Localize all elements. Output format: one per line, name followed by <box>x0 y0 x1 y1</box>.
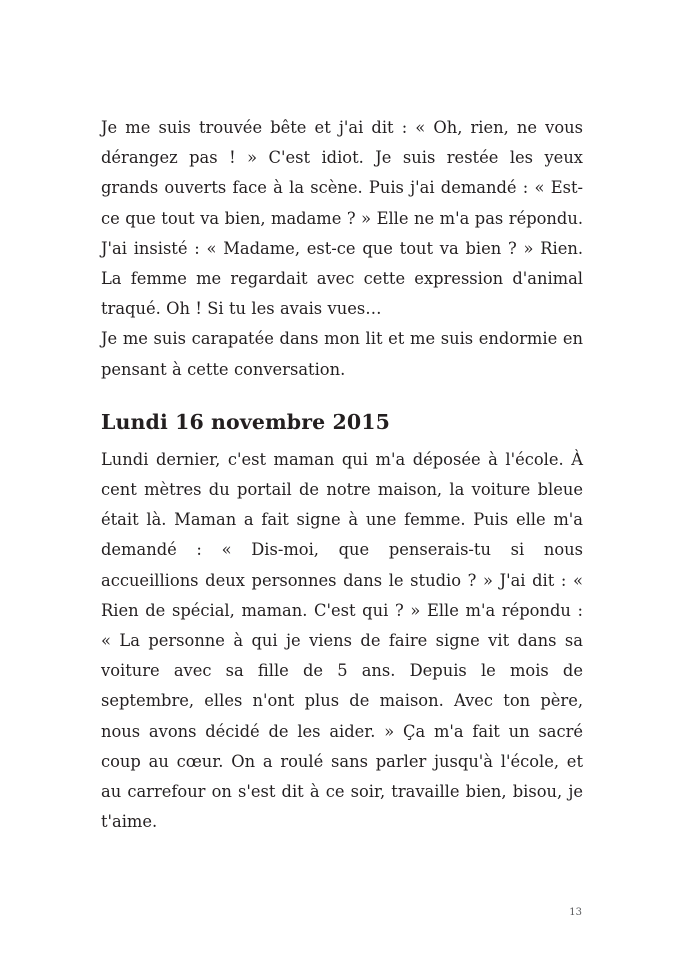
paragraph-2: Je me suis carapatée dans mon lit et me suis endormie en pensant à cette conversation. <box>101 329 583 379</box>
section-heading: Lundi 16 novembre 2015 <box>101 409 390 434</box>
spacer-before-heading <box>101 385 583 410</box>
paragraph-1: Je me suis trouvée bête et j'ai dit : « Oh, rien, ne vous dérangez pas ! » C'est idiot. Je suis restée les yeux grands ouverts face à la scène. Puis j'ai demandé : « Est-ce que tout va bien, madame ? » Elle ne m'a pas répondu. J'ai insisté : « Madame, est-ce que tout va bien ? » Rien. La femme me regardait avec cette expression d'animal traqué. Oh ! Si tu les avais vues… <box>101 118 583 319</box>
paragraph-3: Lundi dernier, c'est maman qui m'a déposée à l'école. À cent mètres du portail de notre maison, la voiture bleue était là. Maman a fait signe à une femme. Puis elle m'a demandé : « Dis-moi, que penserais-tu si nous accueillions deux personnes dans le studio ? » J'ai dit : « Rien de spécial, maman. C'est qui ? » Elle m'a répondu : « La personne à qui je viens de faire signe vit dans sa voiture avec sa fille de 5 ans. Depuis le mois de septembre, elles n'ont plus de maison. Avec ton père, nous avons décidé de les aider. » Ça m'a fait un sacré coup au cœur. On a roulé sans parler jusqu'à l'école, et au carrefour on s'est dit à ce soir, travaille bien, bisou, je t'aime. <box>101 449 583 832</box>
page-number: 13 <box>569 907 582 918</box>
text-column <box>101 113 583 837</box>
spacer-after-heading <box>101 434 583 445</box>
